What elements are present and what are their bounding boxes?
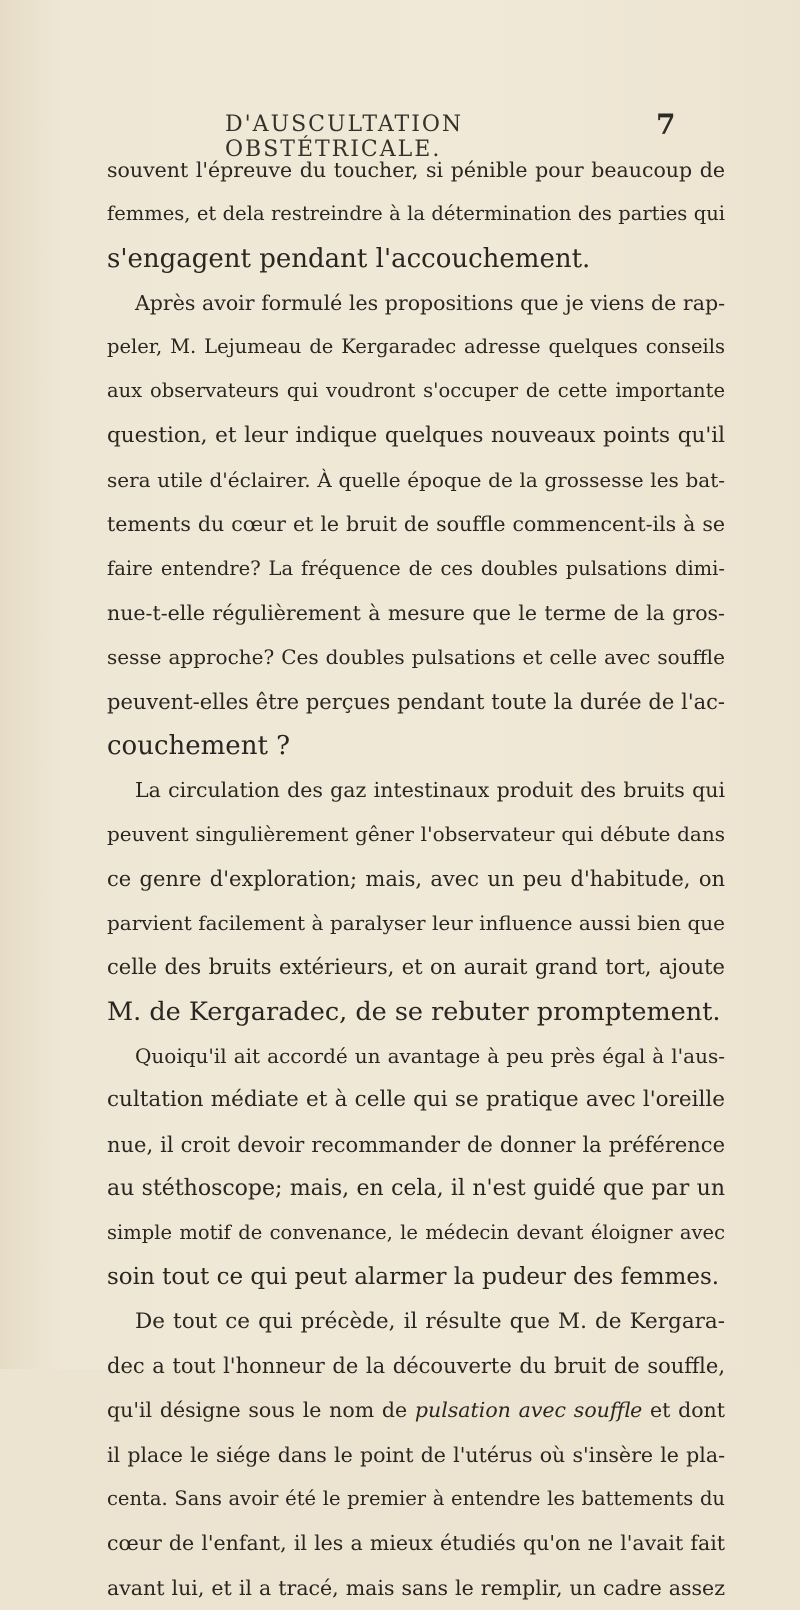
- text-line: nue, il croit devoir recommander de donner la préférence: [107, 1132, 725, 1157]
- text-line: souvent l'épreuve du toucher, si pénible pour beaucoup de: [107, 158, 725, 182]
- text-line: couchement ?: [107, 730, 291, 761]
- text-line: celle des bruits extérieurs, et on aurait grand tort, ajoute: [107, 955, 725, 980]
- text-fragment: et dont: [642, 1398, 725, 1423]
- text-line: s'engagent pendant l'accouchement.: [107, 243, 591, 274]
- text-line: cœur de l'enfant, il les a mieux étudiés qu'on ne l'avait fait: [107, 1531, 725, 1556]
- text-line: tements du cœur et le bruit de souffle commencent-ils à se: [107, 512, 725, 537]
- text-line: nue-t-elle régulièrement à mesure que le terme de la gros-: [107, 600, 725, 625]
- text-line: La circulation des gaz intestinaux produit des bruits qui: [135, 778, 725, 803]
- text-line: De tout ce qui précède, il résulte que M. de Kergara-: [135, 1308, 725, 1334]
- page-number: 7: [656, 108, 676, 141]
- text-line: peler, M. Lejumeau de Kergaradec adresse quelques conseils: [107, 335, 725, 359]
- text-line: dec a tout l'honneur de la découverte du bruit de souffle,: [107, 1354, 725, 1379]
- text-line: soin tout ce qui peut alarmer la pudeur des femmes.: [107, 1264, 720, 1291]
- italic-term: pulsation avec souffle: [414, 1398, 643, 1423]
- text-line: ce genre d'exploration; mais, avec un peu d'habitude, on: [107, 866, 725, 891]
- text-line: cultation médiate et à celle qui se pratique avec l'oreille: [107, 1087, 725, 1113]
- text-line: parvient facilement à paralyser leur influence aussi bien que: [107, 911, 725, 936]
- text-line: M. de Kergaradec, de se rebuter promptement.: [107, 996, 721, 1027]
- text-line: aux observateurs qui voudront s'occuper de cette importante: [107, 379, 725, 403]
- text-line: sera utile d'éclairer. À quelle époque de la grossesse les bat-: [107, 468, 725, 493]
- text-line: Quoiqu'il ait accordé un avantage à peu près égal à l'aus-: [135, 1043, 725, 1068]
- text-line: question, et leur indique quelques nouveaux points qu'il: [107, 422, 725, 448]
- text-line: avant lui, et il a tracé, mais sans le remplir, un cadre assez: [107, 1575, 725, 1600]
- text-line: peuvent-elles être perçues pendant toute la durée de l'ac-: [107, 689, 725, 714]
- text-line: femmes, et dela restreindre à la détermination des parties qui: [107, 202, 725, 226]
- text-line: il place le siége dans le point de l'utérus où s'insère le pla-: [107, 1442, 725, 1467]
- text-line: Après avoir formulé les propositions que je viens de rap-: [135, 290, 725, 315]
- text-line: centa. Sans avoir été le premier à entendre les battements du: [107, 1486, 725, 1510]
- text-line: peuvent singulièrement gêner l'observateur qui débute dans: [107, 822, 725, 847]
- body-text: [107, 148, 725, 1610]
- text-line: simple motif de convenance, le médecin devant éloigner avec: [107, 1221, 725, 1245]
- text-line: au stéthoscope; mais, en cela, il n'est guidé que par un: [107, 1175, 725, 1201]
- text-line: faire entendre? La fréquence de ces doubles pulsations dimi-: [107, 556, 725, 580]
- text-line: sesse approche? Ces doubles pulsations et celle avec souffle: [107, 645, 725, 670]
- running-header: D'AUSCULTATION OBSTÉTRICALE.: [225, 112, 464, 162]
- text-line: [107, 1388, 725, 1432]
- text-fragment: qu'il désigne sous le nom de: [107, 1398, 415, 1423]
